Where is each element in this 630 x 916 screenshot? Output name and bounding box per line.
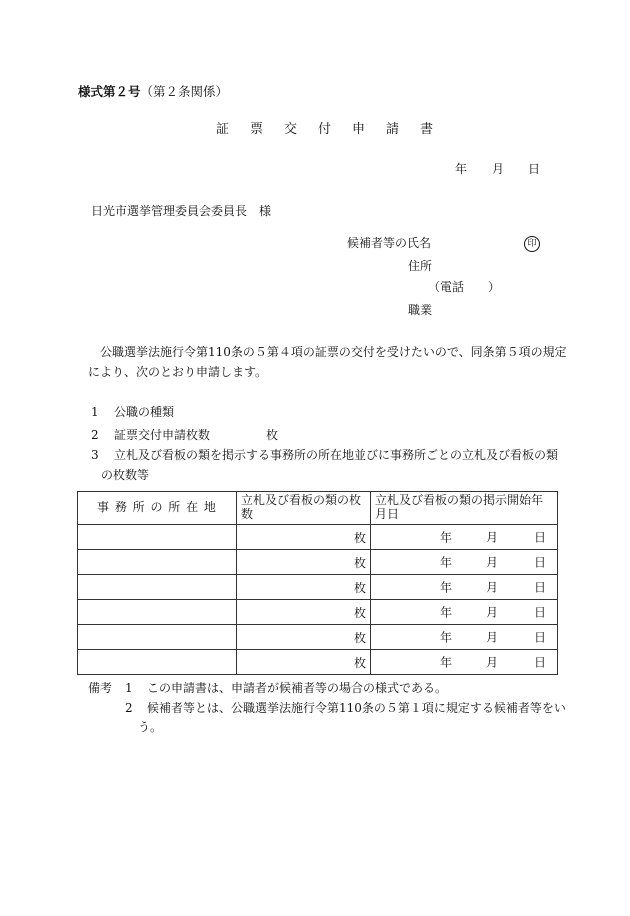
date-year-unit: 年 [440,555,453,570]
document-title: 証票交付申請書 [216,122,455,137]
count-cell[interactable] [237,525,371,550]
location-cell[interactable] [78,600,237,625]
count-unit: 枚 [353,630,366,645]
date-day-unit: 日 [534,530,547,545]
count-cell[interactable] [237,625,371,650]
date-year-unit: 年 [440,580,453,595]
date-day-unit: 日 [534,580,547,595]
item-1-label: 公職の種類 [114,405,175,419]
applicant-occupation-label: 職業 [408,303,433,317]
body-line-1: 公職選挙法施行令第110条の５第４項の証票の交付を受けたいので、同条第５項の規定 [100,345,567,359]
count-cell[interactable] [237,575,371,600]
count-cell[interactable] [237,600,371,625]
date-month-unit: 月 [486,655,499,670]
date-year-unit: 年 [440,605,453,620]
item-2-unit: 枚 [266,428,279,442]
note-2-number: 2 [125,701,133,715]
date-cell[interactable] [371,575,558,600]
form-number-bold: 様式第２号 [78,84,141,99]
item-2-number: 2 [91,428,99,442]
applicant-address-label: 住所 [408,259,433,273]
date-day-unit: 日 [534,555,547,570]
count-unit: 枚 [353,580,366,595]
item-1-number: 1 [91,405,99,419]
form-number [78,84,228,99]
item-3-label-line-2: の枚数等 [101,468,150,482]
date-month-unit: 月 [486,605,499,620]
date-month-unit: 月 [486,555,499,570]
table-row [78,650,558,675]
date-day-label: 日 [528,162,541,176]
date-day-unit: 日 [534,605,547,620]
form-number-suffix: （第２条関係） [140,84,229,99]
date-year-unit: 年 [440,630,453,645]
header-count: 立札及び看板の類の枚数 [237,492,371,525]
location-cell[interactable] [78,525,237,550]
table-header-row [78,492,558,525]
date-month-unit: 月 [486,580,499,595]
date-year-unit: 年 [440,530,453,545]
addressee: 日光市選挙管理委員会委員長 様 [91,204,272,218]
date-cell[interactable] [371,525,558,550]
table-row [78,575,558,600]
item-3-number: 3 [91,448,99,462]
date-day-unit: 日 [534,655,547,670]
count-cell[interactable] [237,550,371,575]
count-unit: 枚 [353,655,366,670]
location-cell[interactable] [78,550,237,575]
table-row [78,625,558,650]
applicant-phone-label: （電話 ） [428,280,501,294]
date-cell[interactable] [371,600,558,625]
location-cell[interactable] [78,575,237,600]
count-cell[interactable] [237,650,371,675]
table-row [78,550,558,575]
note-2-text-line-2: う。 [138,720,163,734]
date-year-unit: 年 [440,655,453,670]
date-cell[interactable] [371,650,558,675]
table-row [78,525,558,550]
offices-table [77,491,558,675]
location-cell[interactable] [78,650,237,675]
notes-label: 備考 [88,681,113,695]
table-row [78,600,558,625]
date-month-unit: 月 [486,530,499,545]
note-1-text: この申請書は、申請者が候補者等の場合の様式である。 [147,681,448,695]
count-unit: 枚 [353,605,366,620]
header-start-date: 立札及び看板の類の掲示開始年月日 [371,492,558,525]
date-cell[interactable] [371,550,558,575]
item-3-label-line-1: 立札及び看板の類を掲示する事務所の所在地並びに事務所ごとの立札及び看板の類 [114,448,559,462]
applicant-name-label: 候補者等の氏名 [347,236,432,250]
header-location: 事 務 所 の 所 在 地 [78,492,237,525]
body-line-2: により、次のとおり申請します。 [88,365,268,379]
count-unit: 枚 [353,530,366,545]
item-2-label: 証票交付申請枚数 [114,428,211,442]
note-2-text-line-1: 候補者等とは、公職選挙法施行令第110条の５第１項に規定する候補者等をい [147,701,566,715]
date-month-unit: 月 [486,630,499,645]
body-paragraph [88,342,567,382]
note-1-number: 1 [125,681,133,695]
date-day-unit: 日 [534,630,547,645]
seal-mark: 印 [524,236,540,252]
date-cell[interactable] [371,625,558,650]
date-year-label: 年 [455,162,468,176]
count-unit: 枚 [353,555,366,570]
location-cell[interactable] [78,625,237,650]
date-month-label: 月 [492,162,505,176]
